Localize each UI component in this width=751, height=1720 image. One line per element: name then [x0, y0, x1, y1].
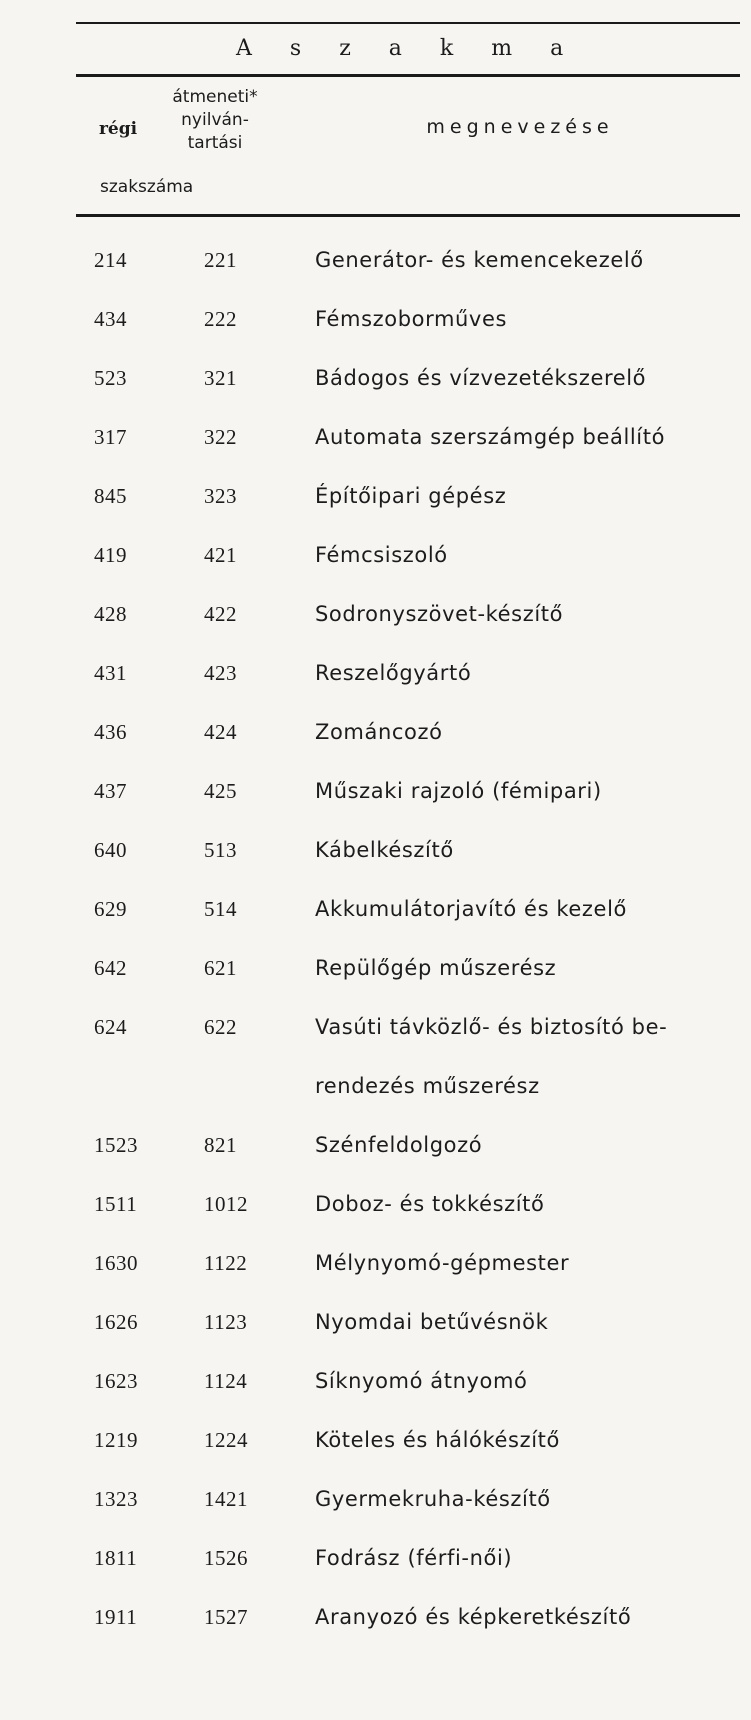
column-header-atmeneti — [150, 86, 280, 155]
table-row — [0, 1536, 751, 1595]
trade-name: Automata szerszámgép beállító — [315, 425, 666, 449]
regi-code: 1630 — [94, 1251, 138, 1275]
regi-code: 1219 — [94, 1428, 138, 1452]
top-rule — [76, 22, 740, 24]
atmeneti-code: 1224 — [204, 1428, 248, 1452]
trade-name: Mélynyomó-gépmester — [315, 1251, 570, 1275]
trade-name: Fodrász (férfi-női) — [315, 1546, 513, 1570]
regi-code: 629 — [94, 897, 127, 921]
trade-name: Aranyozó és képkeretkészítő — [315, 1605, 632, 1629]
regi-code: 419 — [94, 543, 127, 567]
regi-code: 436 — [94, 720, 127, 744]
trade-name: Szénfeldolgozó — [315, 1133, 483, 1157]
table-row — [0, 592, 751, 651]
regi-code: 437 — [94, 779, 127, 803]
table-row — [0, 710, 751, 769]
column-header-regi: régi — [98, 119, 138, 139]
atmeneti-code: 514 — [204, 897, 237, 921]
atmeneti-code: 221 — [204, 248, 237, 272]
regi-code: 1523 — [94, 1133, 138, 1157]
regi-code: 317 — [94, 425, 127, 449]
regi-code: 640 — [94, 838, 127, 862]
atmeneti-code: 513 — [204, 838, 237, 862]
atmeneti-code: 1123 — [204, 1310, 248, 1334]
atmeneti-code: 222 — [204, 307, 237, 331]
table-row — [0, 1005, 751, 1064]
regi-code: 642 — [94, 956, 127, 980]
table-row — [0, 1241, 751, 1300]
table-row — [0, 356, 751, 415]
title-letter: s — [289, 36, 306, 61]
column-header-szakszama: szakszáma — [100, 177, 194, 197]
regi-code: 1811 — [94, 1546, 138, 1570]
trade-name: Kábelkészítő — [315, 838, 454, 862]
table-row — [0, 533, 751, 592]
trade-name: Építőipari gépész — [315, 484, 507, 508]
atmeneti-code: 622 — [204, 1015, 237, 1039]
trade-name: Nyomdai betűvésnök — [315, 1310, 549, 1334]
atmeneti-code: 322 — [204, 425, 237, 449]
atmeneti-code: 1122 — [204, 1251, 248, 1275]
atmeneti-code: 1124 — [204, 1369, 248, 1393]
trade-name: Fémcsiszoló — [315, 543, 448, 567]
atmeneti-code: 621 — [204, 956, 237, 980]
column-header-megnevezes: megnevezése — [426, 116, 614, 138]
title-letter: z — [339, 36, 355, 61]
trade-name: Műszaki rajzoló (fémipari) — [315, 779, 602, 803]
table-row — [0, 1359, 751, 1418]
regi-code: 845 — [94, 484, 127, 508]
regi-code: 1911 — [94, 1605, 138, 1629]
regi-code: 428 — [94, 602, 127, 626]
table-row — [0, 474, 751, 533]
regi-code: 523 — [94, 366, 127, 390]
trade-name: Zománcozó — [315, 720, 443, 744]
trade-name: Síknyomó átnyomó — [315, 1369, 528, 1393]
trade-name: Fémszoborműves — [315, 307, 508, 331]
table-row — [0, 1064, 751, 1123]
title-letter: m — [491, 36, 517, 61]
atmeneti-code: 1526 — [204, 1546, 248, 1570]
trade-name: rendezés műszerész — [315, 1074, 540, 1098]
header-bottom-rule — [76, 214, 740, 217]
trade-name: Reszelőgyártó — [315, 661, 472, 685]
trade-name: Köteles és hálókészítő — [315, 1428, 560, 1452]
table-row — [0, 238, 751, 297]
header-divider — [76, 74, 740, 77]
trade-name: Bádogos és vízvezetékszerelő — [315, 366, 647, 390]
column-header-atmeneti-line1: átmeneti* — [172, 87, 258, 107]
trade-name: Generátor- és kemencekezelő — [315, 248, 644, 272]
trade-name: Gyermekruha-készítő — [315, 1487, 551, 1511]
regi-code: 1626 — [94, 1310, 138, 1334]
trade-name: Akkumulátorjavító és kezelő — [315, 897, 627, 921]
table-row — [0, 887, 751, 946]
trade-name: Vasúti távközlő- és biztosító be- — [315, 1015, 668, 1039]
table-body — [0, 238, 751, 1654]
atmeneti-code: 423 — [204, 661, 237, 685]
table-row — [0, 297, 751, 356]
atmeneti-code: 321 — [204, 366, 237, 390]
table-row — [0, 1300, 751, 1359]
title-letter: k — [439, 36, 458, 61]
atmeneti-code: 1421 — [204, 1487, 248, 1511]
atmeneti-code: 1527 — [204, 1605, 248, 1629]
regi-code: 434 — [94, 307, 127, 331]
regi-code: 1323 — [94, 1487, 138, 1511]
atmeneti-code: 421 — [204, 543, 237, 567]
table-row — [0, 651, 751, 710]
trade-name: Doboz- és tokkészítő — [315, 1192, 545, 1216]
title-letter: a — [388, 36, 406, 61]
title-letter: a — [550, 36, 568, 61]
atmeneti-code: 821 — [204, 1133, 237, 1157]
atmeneti-code: 425 — [204, 779, 237, 803]
table-row — [0, 1477, 751, 1536]
regi-code: 1511 — [94, 1192, 138, 1216]
table-row — [0, 828, 751, 887]
trade-name: Repülőgép műszerész — [315, 956, 557, 980]
regi-code: 624 — [94, 1015, 127, 1039]
regi-code: 1623 — [94, 1369, 138, 1393]
column-header-atmeneti-line2: nyilván- — [181, 110, 249, 130]
title-letter: A — [236, 36, 256, 61]
column-header-atmeneti-line3: tartási — [187, 133, 243, 153]
table-row — [0, 1595, 751, 1654]
regi-code: 214 — [94, 248, 127, 272]
table-title — [236, 36, 590, 61]
table-row — [0, 415, 751, 474]
atmeneti-code: 424 — [204, 720, 237, 744]
atmeneti-code: 323 — [204, 484, 237, 508]
table-row — [0, 946, 751, 1005]
table-row — [0, 769, 751, 828]
regi-code: 431 — [94, 661, 127, 685]
table-row — [0, 1182, 751, 1241]
atmeneti-code: 1012 — [204, 1192, 248, 1216]
trade-name: Sodronyszövet-készítő — [315, 602, 564, 626]
table-row — [0, 1418, 751, 1477]
table-row — [0, 1123, 751, 1182]
atmeneti-code: 422 — [204, 602, 237, 626]
